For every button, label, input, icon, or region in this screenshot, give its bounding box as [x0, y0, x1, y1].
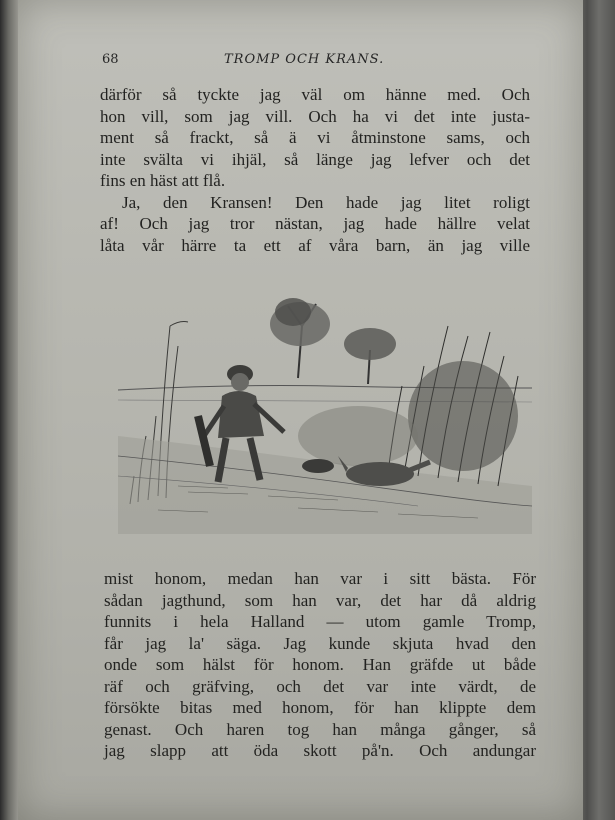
text-line: fins en häst att flå. — [100, 171, 226, 190]
page-number: 68 — [102, 52, 119, 67]
text-line: genast. Och haren tog han många gånger, så — [104, 719, 536, 739]
text-line: onde som hälst för honom. Han gräfde ut både — [104, 655, 536, 674]
text-line: funnits i hela Halland — utom gamle Tromp, — [104, 612, 536, 631]
page-header — [102, 52, 522, 72]
text-line: ment så frackt, så ä vi åtminstone sams, och — [100, 128, 530, 147]
text-line: Ja, den Kransen! Den hade jag litet roligt — [122, 192, 530, 212]
text-line: får jag la' säga. Jag kunde skjuta hvad den — [104, 633, 536, 653]
top-text-block — [100, 84, 530, 256]
text-line: hon vill, som jag vill. Och ha vi det inte justa- — [100, 106, 530, 126]
tree-icon — [270, 298, 330, 378]
text-line: af! Och jag tror nästan, jag hade hällre velat — [100, 214, 530, 233]
text-line: därför så tyckte jag väl om hänne med. Och — [100, 85, 530, 104]
text-line: låta vår härre ta ett af våra barn, än jag ville — [100, 235, 530, 255]
text-line: inte svälta vi ihjäl, så länge jag lefver och det — [100, 149, 530, 169]
bottom-text-block — [104, 568, 536, 762]
text-line: jag slapp att öda skott på'n. Och andungar — [104, 741, 536, 760]
text-line: sådan jagthund, som han var, det har då aldrig — [104, 590, 536, 610]
tree-icon — [344, 328, 396, 384]
text-line: räf och gräfving, och det var inte värdt, de — [104, 676, 536, 696]
hunting-illustration — [118, 286, 532, 534]
text-line: mist honom, medan han var i sitt bästa. För — [104, 569, 536, 588]
running-title: TROMP OCH KRANS. — [224, 52, 385, 67]
text-line: försökte bitas med honom, för han klippte dem — [104, 698, 536, 717]
